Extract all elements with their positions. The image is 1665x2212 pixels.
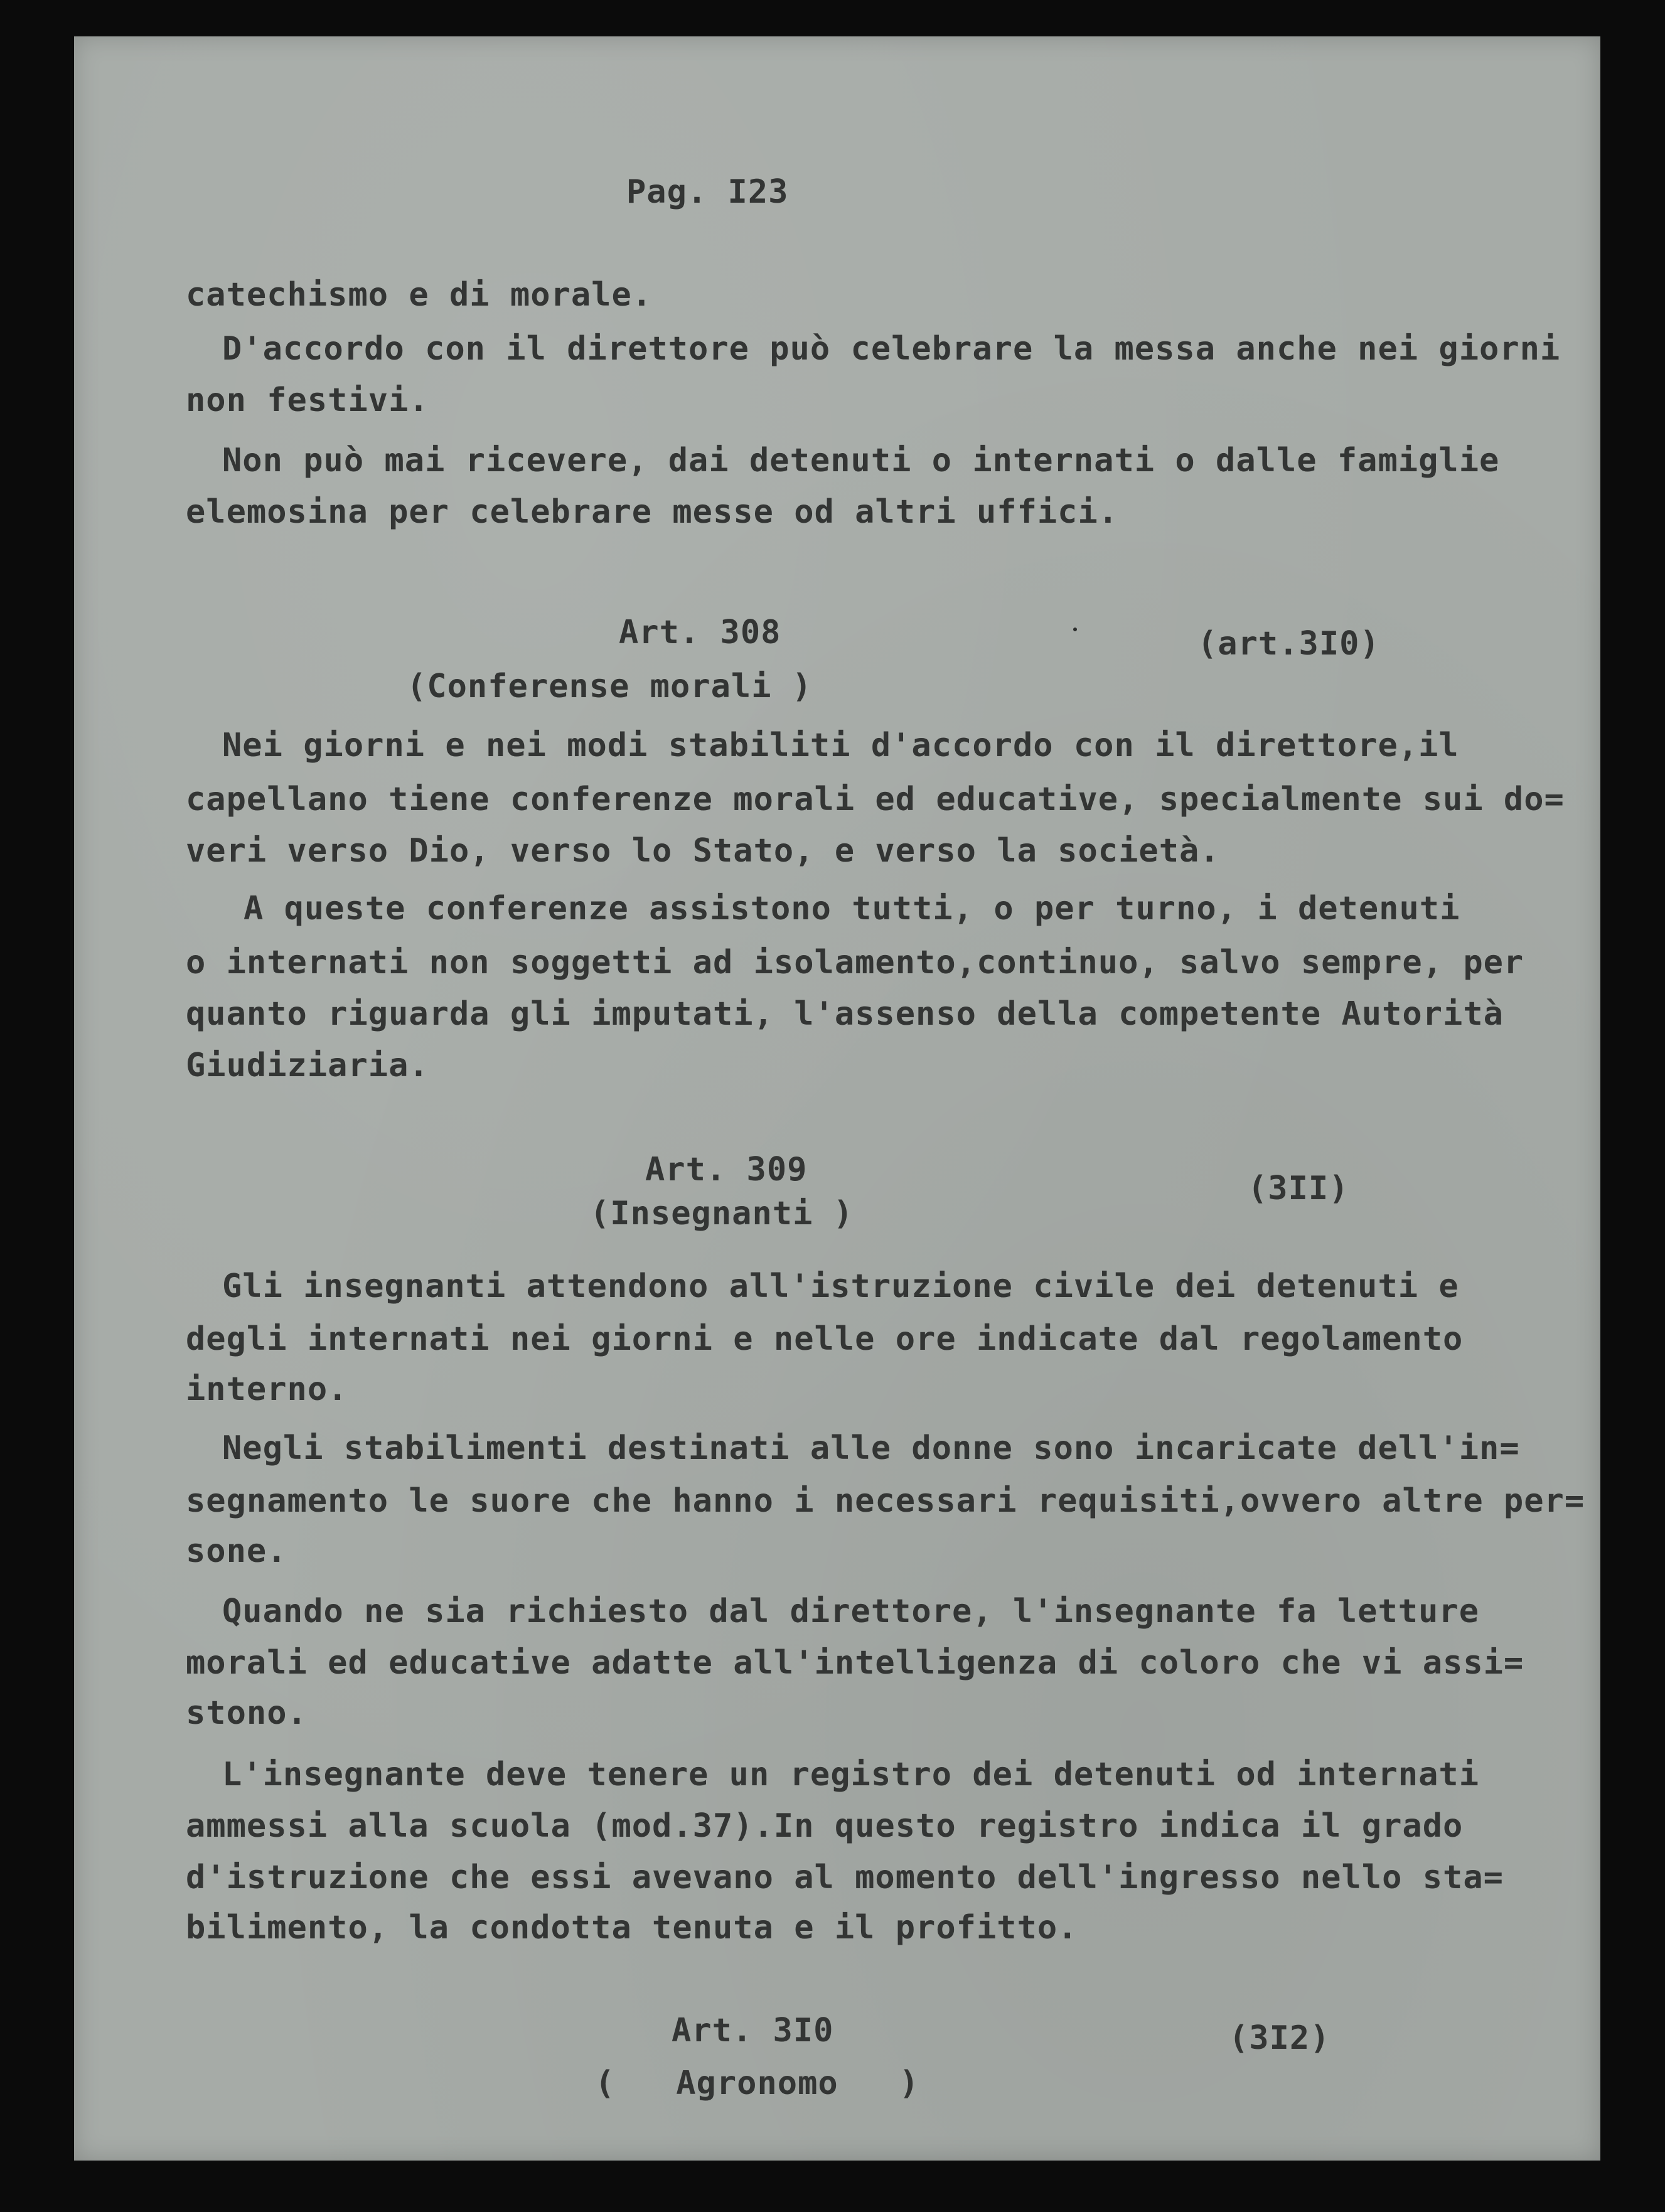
text-line: interno. <box>186 1370 348 1408</box>
article-subtitle: (Conferense morali ) <box>407 668 813 705</box>
article-reference: (art.3I0) <box>1197 625 1380 663</box>
text-line: non festivi. <box>186 382 429 419</box>
article-heading: Art. 309 <box>645 1151 808 1189</box>
text-line: catechismo e di morale. <box>186 276 653 314</box>
text-line: L'insegnante deve tenere un registro dei detenuti od internati <box>222 1756 1480 1793</box>
text-line: quanto riguarda gli imputati, l'assenso della competente Autorità <box>186 995 1504 1033</box>
text-line: bilimento, la condotta tenuta e il profitto. <box>186 1909 1078 1947</box>
text-line: A queste conferenze assistono tutti, o per turno, i detenuti <box>244 890 1460 927</box>
text-line: morali ed educative adatte all'intelligenza di coloro che vi assi= <box>186 1644 1524 1682</box>
text-line: o internati non soggetti ad isolamento,continuo, salvo sempre, per <box>186 944 1524 981</box>
text-line: Gli insegnanti attendono all'istruzione civile dei detenuti e <box>222 1268 1459 1305</box>
ink-dot <box>1073 628 1077 631</box>
text-line: Non può mai ricevere, dai detenuti o internati o dalle famiglie <box>222 442 1500 479</box>
text-line: D'accordo con il direttore può celebrare la messa anche nei giorni <box>222 330 1561 368</box>
text-line: degli internati nei giorni e nelle ore indicate dal regolamento <box>186 1320 1464 1358</box>
text-line: d'istruzione che essi avevano al momento dell'ingresso nello sta= <box>186 1859 1504 1896</box>
text-line: segnamento le suore che hanno i necessari requisiti,ovvero altre per= <box>186 1482 1585 1520</box>
text-line: ammessi alla scuola (mod.37).In questo registro indica il grado <box>186 1807 1464 1845</box>
article-subtitle: ( Agronomo ) <box>595 2065 919 2102</box>
page-number: Pag. I23 <box>626 173 789 211</box>
text-line: sone. <box>186 1532 287 1570</box>
typewritten-sheet <box>74 36 1600 2161</box>
article-heading: Art. 3I0 <box>672 2012 834 2049</box>
article-reference: (3II) <box>1248 1170 1349 1207</box>
article-reference: (3I2) <box>1229 2019 1330 2057</box>
text-line: capellano tiene conferenze morali ed educative, specialmente sui do= <box>186 781 1565 818</box>
article-subtitle: (Insegnanti ) <box>590 1195 854 1232</box>
text-line: Nei giorni e nei modi stabiliti d'accordo con il direttore,il <box>222 727 1459 764</box>
article-heading: Art. 308 <box>619 614 781 651</box>
text-line: veri verso Dio, verso lo Stato, e verso la società. <box>186 832 1220 870</box>
text-line: Negli stabilimenti destinati alle donne sono incaricate dell'in= <box>222 1429 1520 1467</box>
text-line: stono. <box>186 1694 308 1732</box>
text-line: Giudiziaria. <box>186 1047 429 1084</box>
text-line: Quando ne sia richiesto dal direttore, l'insegnante fa letture <box>222 1593 1480 1630</box>
text-line: elemosina per celebrare messe od altri uffici. <box>186 493 1119 531</box>
